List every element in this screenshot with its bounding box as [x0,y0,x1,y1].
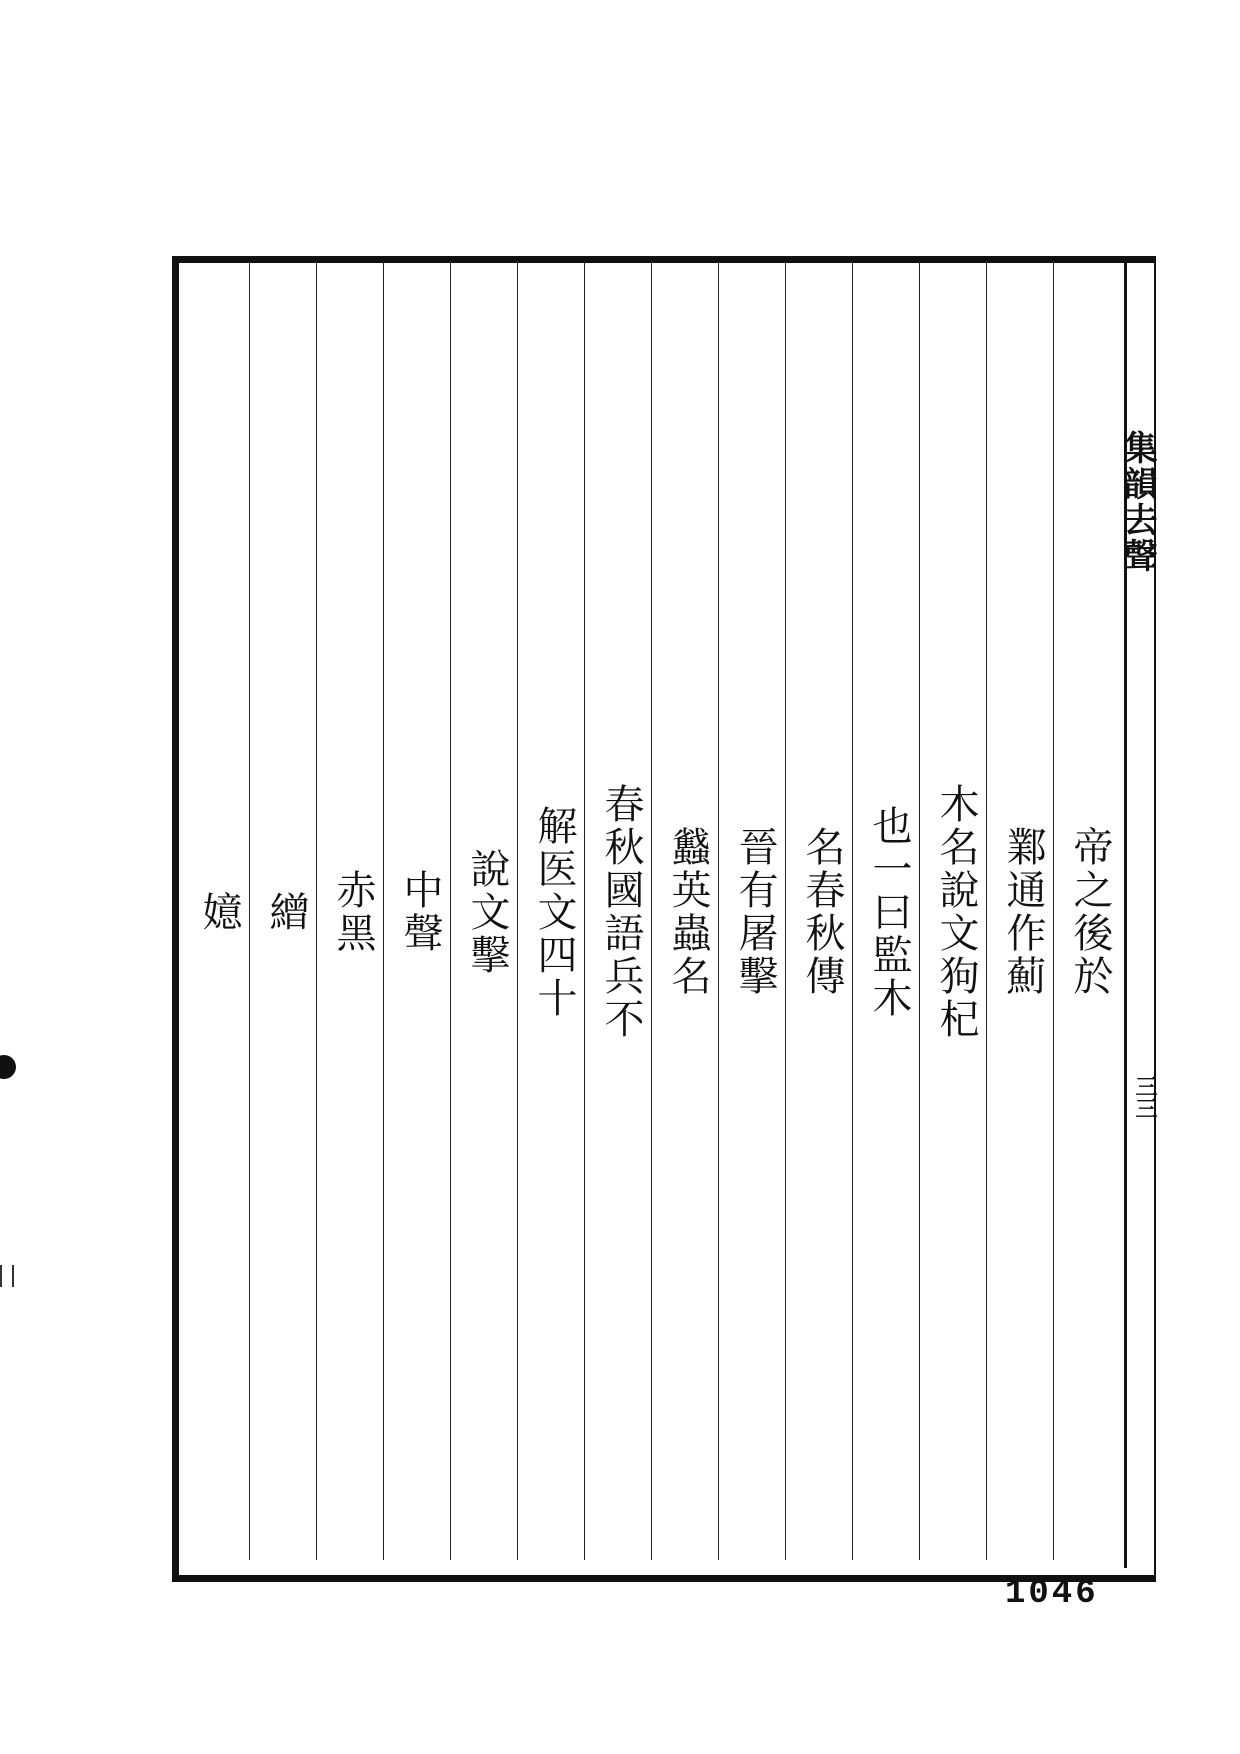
text-column [1053,264,1120,1560]
gloss-text: 蠽英蟲名 [665,826,711,998]
text-column [383,264,450,1560]
column-rule [383,262,384,1560]
page-number: 1046 [1005,1575,1099,1613]
column-rule [1053,262,1054,1560]
gloss-text: 說文擊 [464,847,510,977]
text-column [651,264,718,1560]
gloss-text: 帝之後於 [1067,826,1113,998]
text-column [249,264,316,1560]
column-rule [249,262,250,1560]
text-column [584,264,651,1560]
column-rule [718,262,719,1560]
column-rule [450,262,451,1560]
running-header-title: 集韻去聲 [1117,430,1157,574]
column-rule [316,262,317,1560]
column-rule [584,262,585,1560]
text-column [517,264,584,1560]
gloss-text: 木名說文狗杞 [933,783,979,1041]
column-rule [785,262,786,1560]
headword [919,873,926,951]
gloss-text: 名春秋傳 [799,826,845,998]
gloss-text: 也一曰監木 [866,804,912,1020]
gloss-text: 中聲 [397,869,443,955]
headword [316,873,323,951]
text-column [450,264,517,1560]
column-rule [651,262,652,1560]
gloss-text: 鄴通作薊 [1000,826,1046,998]
headword [785,873,792,951]
headword [450,873,457,951]
text-column [986,264,1053,1560]
gloss-text: 赤黑 [330,869,376,955]
gloss-text: 晉有屠擊 [732,826,778,998]
headword [584,873,591,951]
text-column [919,264,986,1560]
headword [182,873,189,951]
binding-hole-mark [0,1055,16,1079]
text-column [718,264,785,1560]
running-header-leaf: 三三 [1132,1075,1158,1119]
text-column [852,264,919,1560]
text-column [316,264,383,1560]
text-column [182,264,249,1560]
gloss-text: 解医文四十 [531,804,577,1020]
headword [651,873,658,951]
headword [1053,873,1060,951]
gloss-text: 春秋國語兵不 [598,783,644,1041]
edge-mark [0,1265,14,1287]
gloss-text: 繒 [263,890,309,934]
column-rule [919,262,920,1560]
gloss-text [852,805,859,1020]
column-rule [852,262,853,1560]
column-rule [517,262,518,1560]
column-rule [986,262,987,1560]
gloss-text: 嬑 [196,890,242,934]
text-column [785,264,852,1560]
